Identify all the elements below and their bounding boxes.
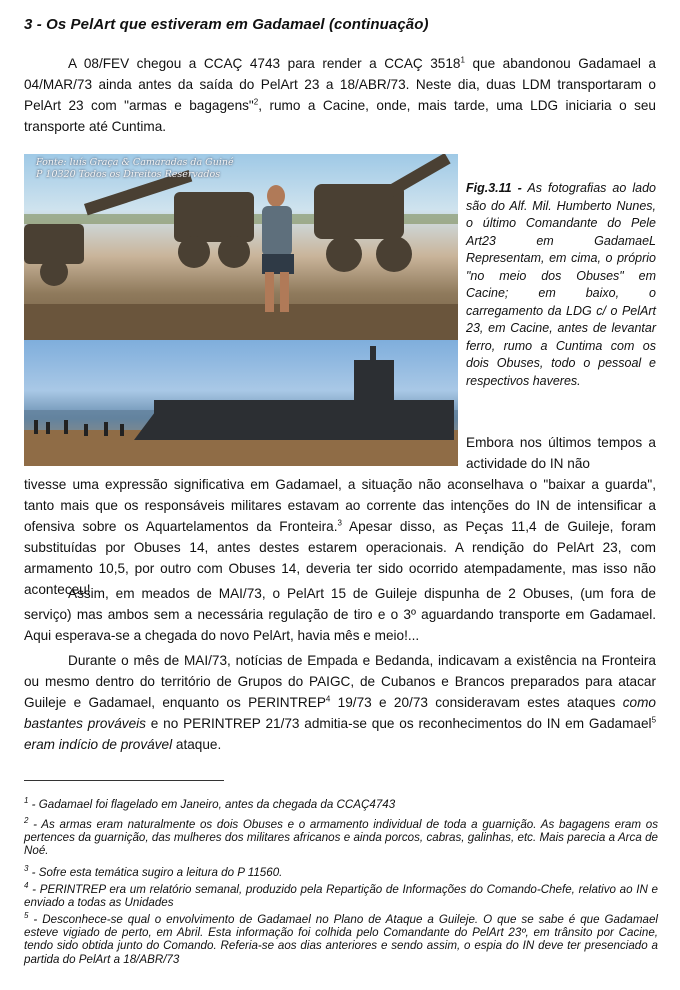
- footnote-2: $^2$ - As armas eram naturalmente os dois Obuses e o armamento individual de toda a guarnição. As bagagens eram os pertences da guarnição, das mulheres dos militares africanos e ainda porcos, cabras, galinhas, etc. Mais parecia a Arca de Noé.: [24, 816, 658, 858]
- howitzer-scene-illustration: [24, 154, 458, 340]
- footnote-ref-4[interactable]: 4: [325, 694, 331, 704]
- photo-credit: Fonte: luís Graça & Camaradas da Guiné P 10320 Todos os Direitos Reservados: [36, 157, 234, 180]
- paragraph-2: tivesse uma expressão significativa em Gadamael, a situação não aconselhava o "baixar a guarda", tanto mais que os responsáveis militares estavam ao corrente das intenções do IN de intensificar a ofensiva sobre os Aquartelamentos da Fronteira.$^3$ Apesar disso, as Peças 11,4 de Guileje, foram substituídas por Obuses 14, antes destes estarem operacionais. A rendição do PelArt 23, com armamento 10,5, por outro com Obuses 14, deveria ter sido ocorrido atempadamente, mas isso não aconteceu!: [24, 477, 656, 597]
- figure-caption: Fig.3.11 - As fotografias ao lado são do Alf. Mil. Humberto Nunes, o último Comandante do Pele Art23 em GadamaeL Representam, em cima, o próprio "no meio dos Obuses" em Cacine; em baixo, o carregamento da LDG c/ o PelArt 23, em Cacine, antes de levantar ferro, rumo a Cuntima com os dois Obuses, todo o pessoal e respectivos haveres.: [466, 181, 656, 388]
- footnote-5: $^5$ - Desconhece-se qual o envolvimento de Gadamael no Plano de Ataque a Guileje. O que se sabe é que Gadamael esteve vigiado de perto, em Abril. Esta informação foi colhida pelo Comandante do PelArt 23º, em trânsito por Cacine, tendo sido obtida junto do Comando. Referia-se aos dias anteriores e sendo assim, o espia do IN deve ter presenciado a partida do PelArt a 18/ABR/73: [24, 911, 658, 966]
- paragraph-1: A 08/FEV chegou a CCAÇ 4743 para render a CCAÇ 3518$^1$ que abandonou Gadamael a 04/MAR/73 ainda antes da saída do PelArt 23 a 18/ABR/73. Neste dia, duas LDM transportaram o PelArt 23 com "armas e bagagens"$^2$, rumo a Cacine, onde, mais tarde, uma LDG iniciaria o seu transporte até Cuntima.: [24, 55, 656, 134]
- footnote-ref-5[interactable]: 5: [651, 715, 657, 725]
- footnote-divider: [24, 780, 224, 781]
- paragraph-3: Assim, em meados de MAI/73, o PelArt 15 de Guileje dispunha de 2 Obuses, (um fora de serviço) mas ambos sem a necessária regulação de tiro e o 3º aguardando transporte em Gadamael. Aqui esperava-se a chegada do novo PelArt, havia mês e meio!...: [24, 586, 656, 643]
- footnote-ref-1[interactable]: 1: [460, 55, 465, 65]
- footnote-4: $^4$ - PERINTREP era um relatório semanal, produzido pela Repartição de Informações do Comando-Chefe, relativo ao IN e enviado a todas as Unidades: [24, 881, 658, 910]
- footnote-3: $^3$ - Sofre esta temática sugiro a leitura do P 11560.: [24, 864, 283, 879]
- photo-howitzers: [24, 154, 458, 340]
- photo-figure: [24, 154, 458, 466]
- figure-label: Fig.3.11 -: [466, 181, 522, 195]
- paragraph-4: Durante o mês de MAI/73, notícias de Empada e Bedanda, indicavam a existência na Fronteira ou mesmo dentro do território de Grupos do PAIGC, de Cubanos e Brancos preparados para atacar Guileje e Gadamael, enquanto os PERINTREP$^4$ 19/73 e 20/73 consideravam estes ataques como bastantes prováveis e no PERINTREP 21/73 admitia-se que os reconhecimentos do IN em Gadamael$^5$ eram indício de provável ataque.: [24, 653, 657, 752]
- footnote-ref-2[interactable]: 2: [253, 97, 259, 107]
- paragraph-2-start: Embora nos últimos tempos a actividade do IN não: [466, 435, 656, 471]
- photo-ldg-loading: [24, 340, 458, 466]
- landing-craft-illustration: [24, 340, 458, 466]
- section-heading: 3 - Os PelArt que estiveram em Gadamael (continuação): [24, 16, 429, 33]
- footnote-1: $^1$ - Gadamael foi flagelado em Janeiro, antes da chegada da CCAÇ4743: [24, 796, 396, 811]
- footnote-ref-3[interactable]: 3: [337, 518, 342, 528]
